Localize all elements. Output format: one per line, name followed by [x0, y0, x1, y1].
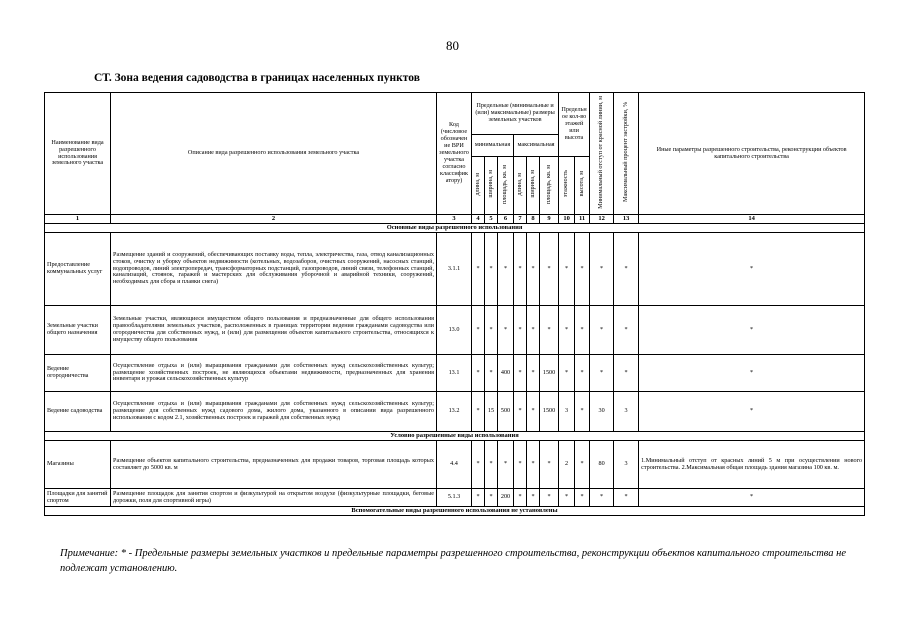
section-auxiliary: Вспомогательные виды разрешенного использования не установлены — [45, 507, 865, 516]
row-description: Размещение объектов капитального строительства, предназначенных для продажи товаров, торговая площадь которых составляет до 5000 кв. м — [111, 441, 437, 489]
header-description: Описание вида разрешенного использования земельного участка — [111, 93, 437, 215]
table-row — [45, 233, 865, 306]
value-cell: * — [575, 233, 590, 306]
header-height: Предельное кол-во этажей или высота — [559, 93, 590, 157]
other-params-cell: * — [639, 489, 865, 507]
table-row — [45, 306, 865, 355]
col-num: 7 — [514, 215, 527, 224]
value-cell: * — [575, 489, 590, 507]
value-cell: * — [485, 233, 498, 306]
value-cell: * — [472, 392, 485, 432]
value-cell: * — [514, 392, 527, 432]
value-cell: 30 — [590, 392, 614, 432]
value-cell: 80 — [590, 441, 614, 489]
row-name: Площадки для занятий спортом — [45, 489, 111, 507]
col-num: 8 — [527, 215, 540, 224]
value-cell: * — [527, 233, 540, 306]
header-setback: Минимальный отступ от красной линии, м — [597, 95, 605, 209]
footnote: Примечание: * - Предельные размеры земельных участков и предельные параметры разрешенного строительства, реконструкции объектов капитального строительства не подлежат установлению. — [60, 548, 847, 575]
value-cell: * — [540, 306, 559, 355]
header-max-area: площадь, кв. м — [544, 164, 552, 204]
col-num: 13 — [614, 215, 639, 224]
section-main: Основные виды разрешенного использования — [45, 224, 865, 233]
value-cell: 500 — [498, 392, 514, 432]
table-row — [45, 355, 865, 392]
row-name: Магазины — [45, 441, 111, 489]
value-cell: * — [590, 233, 614, 306]
value-cell: * — [575, 355, 590, 392]
header-floors: этажность — [562, 170, 570, 198]
row-name: Ведение садоводства — [45, 392, 111, 432]
value-cell: * — [540, 233, 559, 306]
header-plot-sizes: Предельные (минимальные и (или) максимальные) размеры земельных участков — [472, 93, 559, 135]
row-description: Размещение зданий и сооружений, обеспечивающих поставку воды, тепла, электричества, газа, отвод канализационных стоков, очистку и уборку объектов недвижимости (котельных, водозаборов, очистных сооружений, насосных станций, водопроводов, линий электропередач, трансформаторных подстанций, газопроводов, линий связи, телефонных станций, канализаций, стоянок, гаражей и мастерских для обслуживания уборочной и аварийной техники, сооружений, необходимых для сбора и плавки снега) — [111, 233, 437, 306]
value-cell: * — [540, 441, 559, 489]
value-cell: * — [527, 392, 540, 432]
header-min-area: площадь, кв. м — [501, 164, 509, 204]
value-cell: * — [590, 489, 614, 507]
value-cell: * — [472, 441, 485, 489]
header-max-width: ширина, м — [528, 170, 536, 198]
value-cell: * — [590, 355, 614, 392]
row-code: 13.2 — [437, 392, 472, 432]
value-cell: * — [472, 489, 485, 507]
header-max-length: длина, м — [515, 172, 523, 196]
row-code: 3.1.1 — [437, 233, 472, 306]
value-cell: 400 — [498, 355, 514, 392]
value-cell: * — [614, 489, 639, 507]
page-number: 80 — [446, 38, 459, 53]
other-params-cell: * — [639, 233, 865, 306]
header-name: Наименование вида разрешенного использования земельного участка — [45, 93, 111, 215]
value-cell: * — [514, 233, 527, 306]
table-row — [45, 392, 865, 432]
value-cell: * — [590, 306, 614, 355]
value-cell: * — [485, 306, 498, 355]
value-cell: * — [527, 306, 540, 355]
value-cell: * — [575, 306, 590, 355]
page-title: СТ. Зона ведения садоводства в границах населенных пунктов — [94, 72, 420, 84]
value-cell: * — [559, 355, 575, 392]
col-num: 14 — [639, 215, 865, 224]
value-cell: 15 — [485, 392, 498, 432]
header-coverage: Максимальный процент застройки, % — [621, 102, 629, 203]
value-cell: * — [614, 306, 639, 355]
header-height-m: высота, м — [577, 171, 585, 197]
value-cell: * — [498, 441, 514, 489]
value-cell: * — [514, 489, 527, 507]
header-maximal: максимальная — [514, 135, 559, 157]
col-num: 11 — [575, 215, 590, 224]
value-cell: 3 — [614, 441, 639, 489]
row-code: 5.1.3 — [437, 489, 472, 507]
col-num: 2 — [111, 215, 437, 224]
header-code: Код (числовое обозначение ВРИ земельного участка согласно классификатору) — [437, 93, 472, 215]
value-cell: * — [472, 355, 485, 392]
value-cell: 200 — [498, 489, 514, 507]
value-cell: * — [498, 233, 514, 306]
value-cell: * — [527, 441, 540, 489]
column-numbers-row — [45, 215, 865, 224]
header-other: Иные параметры разрешенного строительства, реконструкции объектов капитального строительства — [639, 93, 865, 215]
value-cell: * — [575, 441, 590, 489]
row-name: Ведение огородничества — [45, 355, 111, 392]
value-cell: * — [559, 306, 575, 355]
value-cell: 3 — [559, 392, 575, 432]
col-num: 12 — [590, 215, 614, 224]
row-name: Земельные участки общего назначения — [45, 306, 111, 355]
value-cell: * — [559, 233, 575, 306]
table-row — [45, 489, 865, 507]
section-conditional: Условно разрешенные виды использования — [45, 432, 865, 441]
value-cell: * — [485, 355, 498, 392]
row-description: Осуществление отдыха и (или) выращивания гражданами для собственных нужд сельскохозяйственных культур; размещение для собственных нужд садового дома, жилого дома, указанного в описании вида разрешенного использования с кодом 2.1, хозяйственных построек и гаражей для собственных нужд — [111, 392, 437, 432]
value-cell: * — [514, 355, 527, 392]
value-cell: 2 — [559, 441, 575, 489]
row-description: Размещение площадок для занятия спортом и физкультурой на открытом воздухе (физкультурные площадки, беговые дорожки, поля для спортивной игры) — [111, 489, 437, 507]
col-num: 10 — [559, 215, 575, 224]
header-setback-cell — [590, 93, 614, 215]
table-row — [45, 441, 865, 489]
col-num: 4 — [472, 215, 485, 224]
value-cell: * — [472, 306, 485, 355]
value-cell: * — [514, 306, 527, 355]
value-cell: 3 — [614, 392, 639, 432]
zone-table — [44, 92, 865, 516]
col-num: 1 — [45, 215, 111, 224]
value-cell: * — [540, 489, 559, 507]
value-cell: * — [614, 355, 639, 392]
row-description: Осуществление отдыха и (или) выращивания гражданами для собственных нужд сельскохозяйственных культур; размещение хозяйственных построек, не являющихся объектами недвижимости, предназначенных для хранения инвентаря и урожая сельскохозяйственных культур — [111, 355, 437, 392]
row-code: 13.1 — [437, 355, 472, 392]
value-cell: * — [498, 306, 514, 355]
value-cell: * — [485, 489, 498, 507]
value-cell: * — [514, 441, 527, 489]
row-code: 4.4 — [437, 441, 472, 489]
header-minimal: минимальная — [472, 135, 514, 157]
header-coverage-cell — [614, 93, 639, 215]
other-params-cell: 1.Минимальный отступ от красных линий 5 м при осуществлении нового строительства. 2.Максимальная общая площадь здания магазина 100 кв. м. — [639, 441, 865, 489]
value-cell: * — [527, 489, 540, 507]
header-min-width: ширина, м — [486, 170, 494, 198]
other-params-cell: * — [639, 355, 865, 392]
col-num: 3 — [437, 215, 472, 224]
value-cell: * — [575, 392, 590, 432]
value-cell: * — [527, 355, 540, 392]
row-description: Земельные участки, являющиеся имуществом общего пользования и предназначенные для общего использования правообладателями земельных участков, расположенных в границах территории ведения гражданами садоводства или огородничества для собственных нужд, и (или) для размещения объектов капитального строительства, относящихся к имуществу общего пользования — [111, 306, 437, 355]
header-min-length: длина, м — [473, 172, 481, 196]
col-num: 6 — [498, 215, 514, 224]
value-cell: * — [559, 489, 575, 507]
col-num: 9 — [540, 215, 559, 224]
value-cell: 1500 — [540, 355, 559, 392]
row-code: 13.0 — [437, 306, 472, 355]
other-params-cell: * — [639, 306, 865, 355]
value-cell: 1500 — [540, 392, 559, 432]
value-cell: * — [614, 233, 639, 306]
col-num: 5 — [485, 215, 498, 224]
row-name: Предоставление коммунальных услуг — [45, 233, 111, 306]
value-cell: * — [485, 441, 498, 489]
value-cell: * — [472, 233, 485, 306]
other-params-cell: * — [639, 392, 865, 432]
